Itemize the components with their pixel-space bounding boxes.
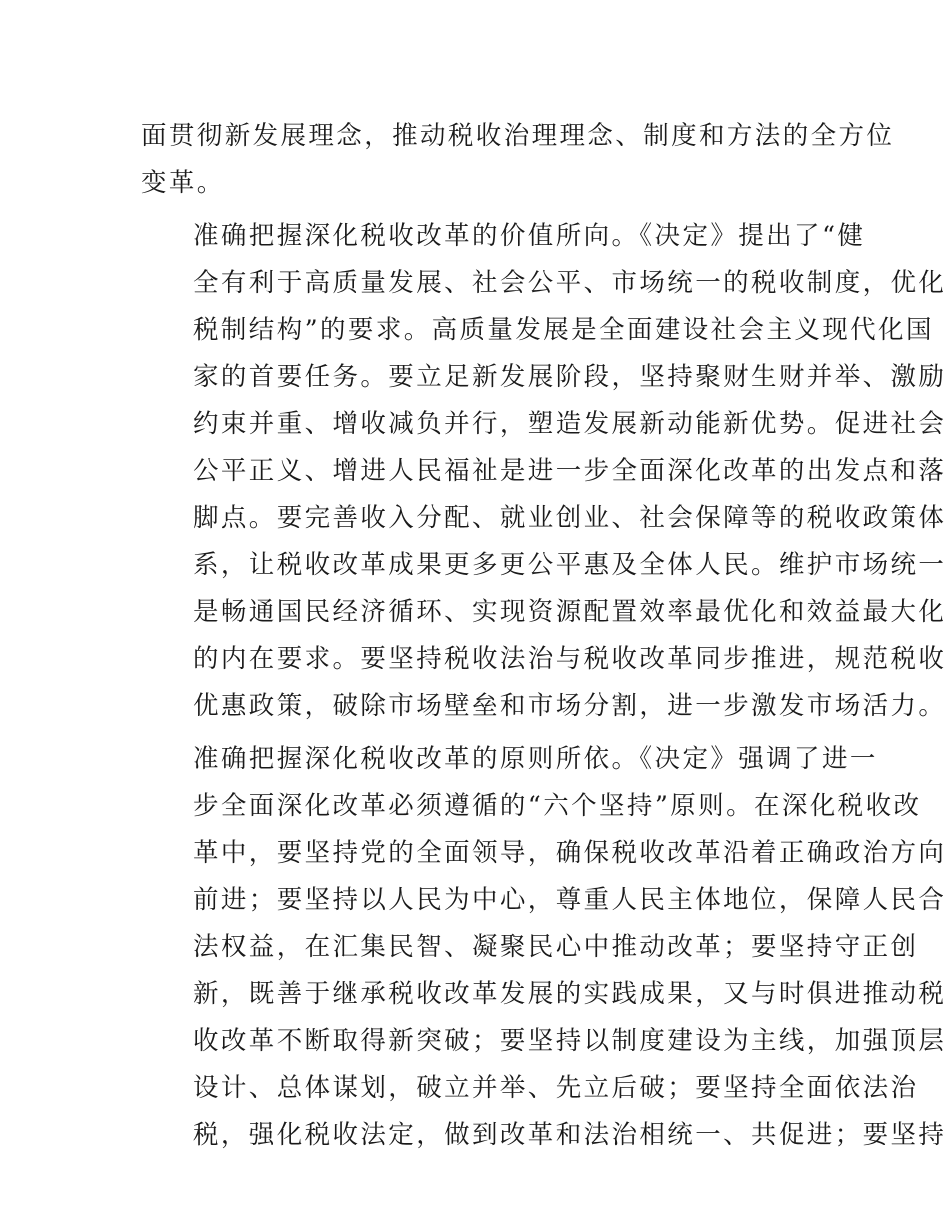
text-line: 面贯彻新发展理念，推动税收治理理念、制度和方法的全方位	[141, 121, 895, 151]
text-line: 步全面深化改革必须遵循的“六个坚持”原则。在深化税收改	[193, 791, 922, 821]
text-line: 是畅通国民经济循环、实现资源配置效率最优化和效益最大化	[193, 597, 947, 627]
text-line: 税制结构”的要求。高质量发展是全面建设社会主义现代化国	[193, 315, 934, 345]
text-line: 系，让税收改革成果更多更公平惠及全体人民。维护市场统一	[193, 550, 947, 580]
text-line: 设计、总体谋划，破立并举、先立后破；要坚持全面依法治	[193, 1073, 919, 1103]
text-line: 的内在要求。要坚持税收法治与税收改革同步推进，规范税收	[193, 644, 947, 674]
text-line: 全有利于高质量发展、社会公平、市场统一的税收制度，优化	[193, 268, 947, 298]
paragraph-continuation	[141, 113, 895, 207]
paragraph-value-orientation	[141, 213, 947, 730]
document-body	[141, 113, 947, 1165]
text-line: 变革。	[141, 168, 225, 198]
text-line: 脚点。要完善收入分配、就业创业、社会保障等的税收政策体	[193, 503, 947, 533]
text-line: 准确把握深化税收改革的价值所向。《决定》提出了“健	[193, 221, 866, 251]
text-line: 革中，要坚持党的全面领导，确保税收改革沿着正确政治方向	[193, 838, 947, 868]
text-line: 法权益，在汇集民智、凝聚民心中推动改革；要坚持守正创	[193, 932, 919, 962]
text-line: 前进；要坚持以人民为中心，尊重人民主体地位，保障人民合	[193, 885, 947, 915]
paragraph-principles	[141, 736, 947, 1159]
text-line: 公平正义、增进人民福祉是进一步全面深化改革的出发点和落	[193, 456, 947, 486]
text-line: 税，强化税收法定，做到改革和法治相统一、共促进；要坚持	[193, 1120, 947, 1150]
text-line: 家的首要任务。要立足新发展阶段，坚持聚财生财并举、激励	[193, 362, 947, 392]
text-line: 约束并重、增收减负并行，塑造发展新动能新优势。促进社会	[193, 409, 947, 439]
text-line: 优惠政策，破除市场壁垒和市场分割，进一步激发市场活力。	[193, 691, 947, 721]
text-line: 新，既善于继承税收改革发展的实践成果，又与时俱进推动税	[193, 979, 947, 1009]
text-line: 收改革不断取得新突破；要坚持以制度建设为主线，加强顶层	[193, 1026, 947, 1056]
text-line: 准确把握深化税收改革的原则所依。《决定》强调了进一	[193, 744, 878, 774]
